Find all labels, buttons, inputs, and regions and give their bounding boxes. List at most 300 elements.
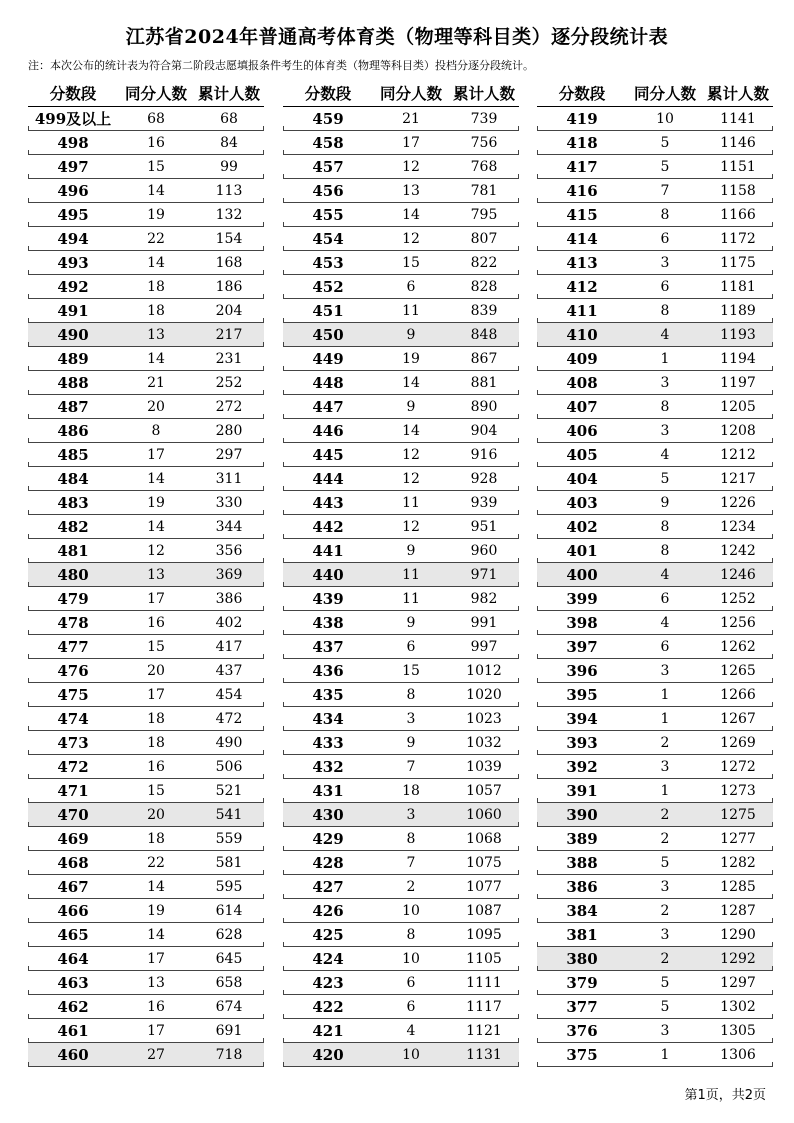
table-row: [28, 611, 264, 635]
score-cell: 479: [57, 589, 89, 608]
same-count-cell: 5: [660, 470, 670, 487]
table-row: [28, 347, 264, 371]
cumulative-cell: 795: [470, 206, 498, 223]
score-cell: 497: [57, 157, 89, 176]
cumulative-cell: 756: [470, 134, 498, 151]
score-cell: 481: [57, 541, 89, 560]
cumulative-cell: 867: [470, 350, 498, 367]
table-row: [283, 155, 519, 179]
score-cell: 473: [57, 733, 89, 752]
score-cell: 398: [566, 613, 598, 632]
cumulative-cell: 1068: [466, 830, 502, 847]
score-cell: 459: [312, 109, 344, 128]
same-count-cell: 8: [660, 302, 670, 319]
score-cell: 433: [312, 733, 344, 752]
cumulative-cell: 1039: [466, 758, 502, 775]
table-row: [283, 299, 519, 323]
score-cell: 397: [566, 637, 598, 656]
cumulative-cell: 559: [215, 830, 243, 847]
cumulative-cell: 369: [215, 566, 243, 583]
cumulative-cell: 1273: [720, 782, 756, 799]
same-count-cell: 1: [660, 782, 670, 799]
same-count-cell: 11: [402, 590, 420, 607]
cumulative-cell: 1217: [720, 470, 756, 487]
score-cell: 391: [566, 781, 598, 800]
same-count-cell: 8: [151, 422, 161, 439]
cumulative-cell: 1131: [466, 1046, 502, 1063]
same-count-cell: 18: [147, 830, 165, 847]
table-row: [283, 347, 519, 371]
same-count-cell: 13: [147, 326, 165, 343]
table-row: [537, 971, 773, 995]
table-row: [28, 731, 264, 755]
score-cell: 456: [312, 181, 344, 200]
cumulative-cell: 1262: [720, 638, 756, 655]
same-count-cell: 20: [147, 806, 165, 823]
same-count-cell: 12: [402, 230, 420, 247]
header-cumulative: 累计人数: [706, 85, 769, 103]
score-cell: 431: [312, 781, 344, 800]
cumulative-cell: 658: [215, 974, 243, 991]
score-cell: 465: [57, 925, 89, 944]
score-cell: 449: [312, 349, 344, 368]
same-count-cell: 19: [147, 206, 165, 223]
table-row: [283, 995, 519, 1019]
cumulative-cell: 113: [215, 182, 243, 199]
cumulative-cell: 437: [215, 662, 243, 679]
table-row: [28, 1043, 264, 1067]
same-count-cell: 4: [660, 566, 670, 583]
cumulative-cell: 1272: [720, 758, 756, 775]
same-count-cell: 18: [402, 782, 420, 799]
table-row: [283, 611, 519, 635]
same-count-cell: 18: [147, 734, 165, 751]
table-row: [28, 203, 264, 227]
table-row: [283, 947, 519, 971]
score-table-column-3: [537, 80, 773, 1067]
same-count-cell: 8: [660, 206, 670, 223]
same-count-cell: 11: [402, 494, 420, 511]
same-count-cell: 1: [660, 350, 670, 367]
table-row: [28, 683, 264, 707]
table-row: [283, 803, 519, 827]
score-cell: 401: [566, 541, 598, 560]
score-cell: 484: [57, 469, 89, 488]
same-count-cell: 7: [406, 854, 416, 871]
page-title: 江苏省2024年普通高考体育类（物理等科目类）逐分段统计表: [125, 26, 669, 48]
header-same-count: 同分人数: [633, 85, 696, 103]
table-row: [283, 851, 519, 875]
same-count-cell: 1: [660, 710, 670, 727]
score-cell: 432: [312, 757, 344, 776]
score-cell: 463: [57, 973, 89, 992]
score-cell: 421: [312, 1021, 344, 1040]
score-cell: 411: [566, 301, 598, 320]
cumulative-cell: 739: [470, 110, 498, 127]
score-cell: 428: [312, 853, 344, 872]
score-cell: 490: [57, 325, 89, 344]
same-count-cell: 18: [147, 278, 165, 295]
cumulative-cell: 1205: [720, 398, 756, 415]
score-cell: 434: [312, 709, 344, 728]
same-count-cell: 5: [660, 854, 670, 871]
header-same-count: 同分人数: [379, 85, 442, 103]
same-count-cell: 14: [147, 470, 165, 487]
table-row: [28, 371, 264, 395]
cumulative-cell: 1077: [466, 878, 502, 895]
table-row: [28, 251, 264, 275]
score-cell: 498: [57, 133, 89, 152]
same-count-cell: 14: [147, 350, 165, 367]
same-count-cell: 3: [660, 254, 670, 271]
score-cell: 394: [566, 709, 598, 728]
same-count-cell: 4: [660, 326, 670, 343]
same-count-cell: 15: [147, 638, 165, 655]
same-count-cell: 8: [660, 398, 670, 415]
cumulative-cell: 186: [215, 278, 243, 295]
cumulative-cell: 1141: [720, 110, 756, 127]
table-row: [28, 827, 264, 851]
score-cell: 384: [566, 901, 598, 920]
cumulative-cell: 344: [215, 518, 243, 535]
header-cumulative: 累计人数: [197, 85, 260, 103]
table-row: [537, 467, 773, 491]
same-count-cell: 21: [147, 374, 165, 391]
score-cell: 408: [566, 373, 598, 392]
same-count-cell: 20: [147, 398, 165, 415]
same-count-cell: 13: [402, 182, 420, 199]
table-row: [283, 755, 519, 779]
same-count-cell: 6: [406, 998, 416, 1015]
score-cell: 496: [57, 181, 89, 200]
score-cell: 460: [57, 1045, 89, 1064]
cumulative-cell: 1194: [720, 350, 756, 367]
cumulative-cell: 1181: [720, 278, 756, 295]
cumulative-cell: 1277: [720, 830, 756, 847]
score-cell: 396: [566, 661, 598, 680]
cumulative-cell: 839: [470, 302, 498, 319]
score-cell: 467: [57, 877, 89, 896]
cumulative-cell: 718: [215, 1046, 243, 1063]
table-row: [537, 563, 773, 587]
score-table-column-1: [28, 80, 264, 1067]
score-cell: 446: [312, 421, 344, 440]
cumulative-cell: 1121: [466, 1022, 502, 1039]
table-row: [283, 443, 519, 467]
cumulative-cell: 132: [215, 206, 243, 223]
cumulative-cell: 84: [220, 134, 238, 151]
table-row: [537, 443, 773, 467]
same-count-cell: 15: [402, 254, 420, 271]
cumulative-cell: 1111: [466, 974, 502, 991]
cumulative-cell: 1285: [720, 878, 756, 895]
cumulative-cell: 472: [215, 710, 243, 727]
cumulative-cell: 674: [215, 998, 243, 1015]
table-row: [283, 275, 519, 299]
same-count-cell: 18: [147, 302, 165, 319]
same-count-cell: 14: [402, 422, 420, 439]
same-count-cell: 14: [402, 374, 420, 391]
table-row: [283, 539, 519, 563]
same-count-cell: 8: [660, 542, 670, 559]
cumulative-cell: 1189: [720, 302, 756, 319]
table-row: [537, 299, 773, 323]
score-cell: 403: [566, 493, 598, 512]
score-cell: 451: [312, 301, 344, 320]
same-count-cell: 11: [402, 302, 420, 319]
cumulative-cell: 402: [215, 614, 243, 631]
same-count-cell: 10: [402, 1046, 420, 1063]
same-count-cell: 7: [406, 758, 416, 775]
table-row: [28, 179, 264, 203]
cumulative-cell: 1246: [720, 566, 756, 583]
cumulative-cell: 1292: [720, 950, 756, 967]
same-count-cell: 6: [660, 278, 670, 295]
cumulative-cell: 417: [215, 638, 243, 655]
cumulative-cell: 280: [215, 422, 243, 439]
cumulative-cell: 1302: [720, 998, 756, 1015]
cumulative-cell: 1075: [466, 854, 502, 871]
score-cell: 488: [57, 373, 89, 392]
score-cell: 483: [57, 493, 89, 512]
score-cell: 395: [566, 685, 598, 704]
same-count-cell: 2: [660, 734, 670, 751]
cumulative-cell: 951: [470, 518, 498, 535]
score-cell: 413: [566, 253, 598, 272]
same-count-cell: 12: [147, 542, 165, 559]
cumulative-cell: 781: [470, 182, 498, 199]
table-row: [537, 707, 773, 731]
score-cell: 419: [566, 109, 598, 128]
same-count-cell: 1: [660, 1046, 670, 1063]
table-row: [537, 851, 773, 875]
table-row: [283, 563, 519, 587]
cumulative-cell: 595: [215, 878, 243, 895]
table-header: [28, 80, 264, 107]
cumulative-cell: 521: [215, 782, 243, 799]
cumulative-cell: 904: [470, 422, 498, 439]
table-row: [283, 251, 519, 275]
cumulative-cell: 1057: [466, 782, 502, 799]
cumulative-cell: 1060: [466, 806, 502, 823]
score-cell: 489: [57, 349, 89, 368]
table-row: [283, 899, 519, 923]
table-row: [537, 131, 773, 155]
table-row: [283, 587, 519, 611]
cumulative-cell: 1212: [720, 446, 756, 463]
table-header: [537, 80, 773, 107]
cumulative-cell: 1297: [720, 974, 756, 991]
cumulative-cell: 1117: [466, 998, 502, 1015]
table-row: [283, 203, 519, 227]
cumulative-cell: 1146: [720, 134, 756, 151]
score-cell: 439: [312, 589, 344, 608]
table-row: [28, 563, 264, 587]
cumulative-cell: 217: [215, 326, 243, 343]
score-cell: 436: [312, 661, 344, 680]
score-cell: 477: [57, 637, 89, 656]
same-count-cell: 12: [402, 518, 420, 535]
cumulative-cell: 168: [215, 254, 243, 271]
score-cell: 430: [312, 805, 344, 824]
table-row: [283, 731, 519, 755]
score-cell: 414: [566, 229, 598, 248]
same-count-cell: 16: [147, 758, 165, 775]
score-cell: 420: [312, 1045, 344, 1064]
score-cell: 441: [312, 541, 344, 560]
same-count-cell: 15: [147, 782, 165, 799]
same-count-cell: 8: [406, 926, 416, 943]
same-count-cell: 14: [147, 926, 165, 943]
same-count-cell: 17: [147, 590, 165, 607]
same-count-cell: 3: [660, 926, 670, 943]
score-table-column-2: [283, 80, 519, 1067]
table-row: [28, 323, 264, 347]
cumulative-cell: 231: [215, 350, 243, 367]
table-row: [283, 827, 519, 851]
score-cell: 429: [312, 829, 344, 848]
table-row: [28, 155, 264, 179]
cumulative-cell: 1105: [466, 950, 502, 967]
same-count-cell: 12: [402, 446, 420, 463]
cumulative-cell: 272: [215, 398, 243, 415]
same-count-cell: 9: [660, 494, 670, 511]
same-count-cell: 19: [147, 902, 165, 919]
same-count-cell: 68: [147, 110, 165, 127]
table-note: 注：本次公布的统计表为符合第二阶段志愿填报条件考生的体育类（物理等科目类）投档分逐分段统计。: [28, 59, 534, 72]
table-row: [28, 299, 264, 323]
table-row: [283, 683, 519, 707]
same-count-cell: 5: [660, 158, 670, 175]
table-row: [283, 395, 519, 419]
table-row: [28, 995, 264, 1019]
score-cell: 410: [566, 325, 598, 344]
score-cell: 494: [57, 229, 89, 248]
table-row: [537, 899, 773, 923]
same-count-cell: 3: [660, 374, 670, 391]
table-row: [28, 659, 264, 683]
table-row: [28, 107, 264, 131]
score-cell: 418: [566, 133, 598, 152]
page-number: 第1页，共2页: [684, 1088, 766, 1103]
table-rows: [28, 107, 264, 1067]
cumulative-cell: 1197: [720, 374, 756, 391]
cumulative-cell: 1208: [720, 422, 756, 439]
table-row: [28, 755, 264, 779]
same-count-cell: 16: [147, 998, 165, 1015]
score-cell: 486: [57, 421, 89, 440]
score-cell: 468: [57, 853, 89, 872]
score-cell: 415: [566, 205, 598, 224]
table-row: [537, 755, 773, 779]
table-row: [283, 179, 519, 203]
same-count-cell: 11: [402, 566, 420, 583]
same-count-cell: 3: [660, 662, 670, 679]
same-count-cell: 4: [660, 446, 670, 463]
cumulative-cell: 916: [470, 446, 498, 463]
table-row: [537, 155, 773, 179]
cumulative-cell: 1095: [466, 926, 502, 943]
table-row: [537, 107, 773, 131]
same-count-cell: 17: [147, 446, 165, 463]
cumulative-cell: 252: [215, 374, 243, 391]
cumulative-cell: 960: [470, 542, 498, 559]
score-cell: 438: [312, 613, 344, 632]
score-cell: 455: [312, 205, 344, 224]
same-count-cell: 8: [660, 518, 670, 535]
cumulative-cell: 1226: [720, 494, 756, 511]
cumulative-cell: 454: [215, 686, 243, 703]
score-cell: 453: [312, 253, 344, 272]
cumulative-cell: 645: [215, 950, 243, 967]
table-row: [28, 779, 264, 803]
cumulative-cell: 1166: [720, 206, 756, 223]
cumulative-cell: 828: [470, 278, 498, 295]
table-row: [28, 467, 264, 491]
score-cell: 422: [312, 997, 344, 1016]
same-count-cell: 9: [406, 542, 416, 559]
score-cell: 427: [312, 877, 344, 896]
table-row: [28, 947, 264, 971]
cumulative-cell: 1256: [720, 614, 756, 631]
cumulative-cell: 1023: [466, 710, 502, 727]
score-cell: 474: [57, 709, 89, 728]
table-row: [537, 179, 773, 203]
score-cell: 478: [57, 613, 89, 632]
same-count-cell: 17: [147, 950, 165, 967]
table-row: [537, 419, 773, 443]
table-row: [537, 203, 773, 227]
table-row: [283, 1019, 519, 1043]
score-cell: 493: [57, 253, 89, 272]
same-count-cell: 2: [660, 806, 670, 823]
cumulative-cell: 1020: [466, 686, 502, 703]
score-cell: 376: [566, 1021, 598, 1040]
table-row: [283, 227, 519, 251]
cumulative-cell: 971: [470, 566, 498, 583]
table-row: [28, 851, 264, 875]
cumulative-cell: 939: [470, 494, 498, 511]
score-cell: 388: [566, 853, 598, 872]
score-cell: 435: [312, 685, 344, 704]
cumulative-cell: 848: [470, 326, 498, 343]
score-cell: 425: [312, 925, 344, 944]
table-row: [283, 467, 519, 491]
table-row: [537, 731, 773, 755]
cumulative-cell: 1252: [720, 590, 756, 607]
cumulative-cell: 691: [215, 1022, 243, 1039]
same-count-cell: 22: [147, 854, 165, 871]
same-count-cell: 22: [147, 230, 165, 247]
score-cell: 402: [566, 517, 598, 536]
table-row: [283, 707, 519, 731]
same-count-cell: 3: [406, 806, 416, 823]
score-cell: 452: [312, 277, 344, 296]
same-count-cell: 16: [147, 134, 165, 151]
cumulative-cell: 890: [470, 398, 498, 415]
table-row: [28, 707, 264, 731]
same-count-cell: 3: [660, 758, 670, 775]
table-row: [28, 899, 264, 923]
cumulative-cell: 330: [215, 494, 243, 511]
cumulative-cell: 628: [215, 926, 243, 943]
score-cell: 469: [57, 829, 89, 848]
cumulative-cell: 1158: [720, 182, 756, 199]
same-count-cell: 2: [660, 950, 670, 967]
table-row: [537, 875, 773, 899]
cumulative-cell: 204: [215, 302, 243, 319]
cumulative-cell: 490: [215, 734, 243, 751]
